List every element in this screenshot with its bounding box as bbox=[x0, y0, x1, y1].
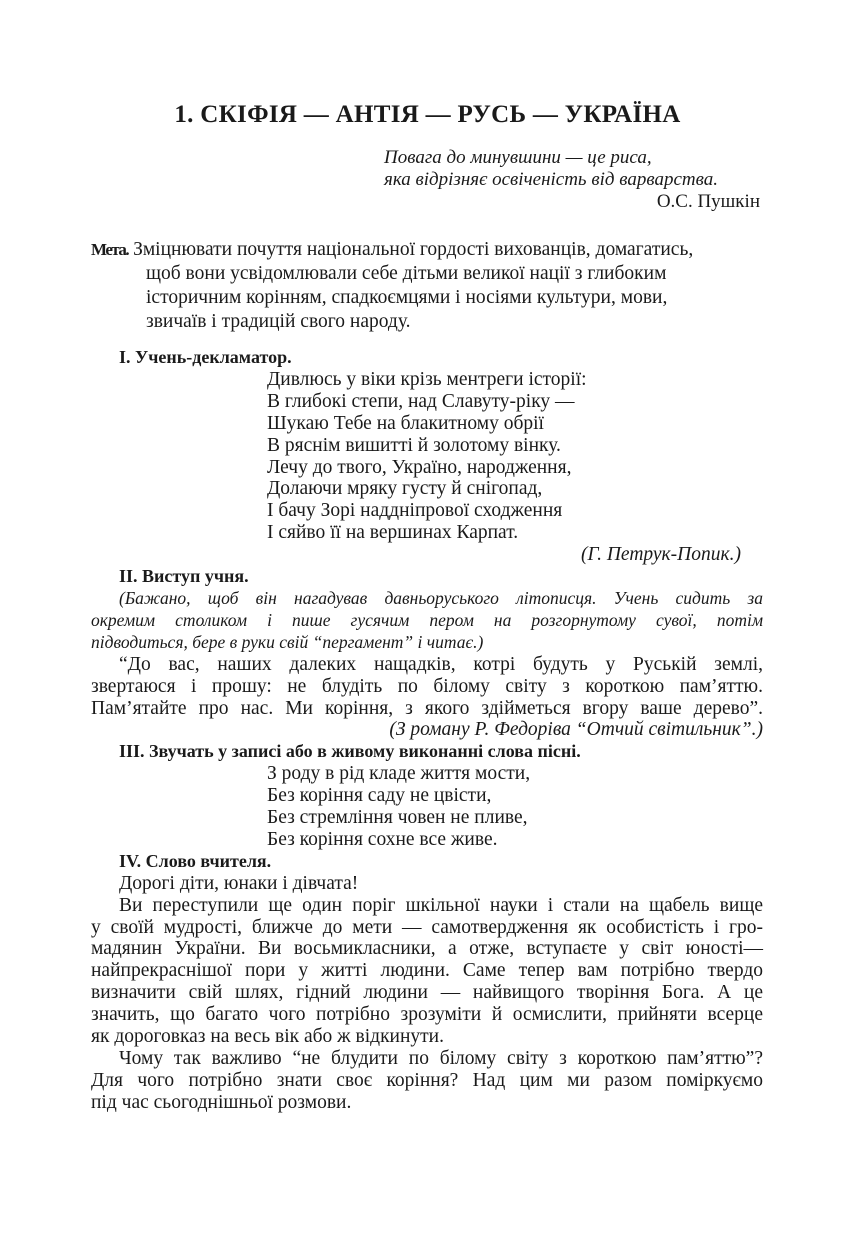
song-line: Без коріння сохне все живе. bbox=[267, 828, 498, 850]
section-heading: IV. Слово вчителя. bbox=[119, 850, 272, 871]
paragraph-line: мадянин України. Ви восьмикласники, а отже, вступаєте у світ юності— bbox=[91, 938, 763, 960]
paragraph-line: під час сьогоднішньої розмови. bbox=[91, 1091, 352, 1113]
epigraph bbox=[384, 147, 764, 213]
section-heading: III. Звучать у записі або в живому виконанні слова пісні. bbox=[119, 741, 581, 762]
poem-line: І бачу Зорі наддніпрової сходження bbox=[267, 500, 563, 522]
stage-note-line: підводиться, бере в руки свій “пергамент” і читає.) bbox=[91, 631, 484, 652]
paragraph-line: у своїй мудрості, ближче до мети — самотвердження як особистість і гро- bbox=[91, 916, 763, 938]
poem-line: Лечу до твого, Україно, народження, bbox=[267, 456, 572, 478]
poem-line: Дивлюсь у віки крізь ментреги історії: bbox=[267, 368, 587, 390]
poem-line: І сяйво її на вершинах Карпат. bbox=[267, 522, 519, 544]
stage-note-line: окремим столиком і пише гусячим пером на розгорнутому сувої, потім bbox=[91, 609, 763, 630]
song-line: З роду в рід кладе життя мости, bbox=[267, 763, 531, 785]
poem-line: В глибокі степи, над Славуту-ріку — bbox=[267, 390, 575, 412]
quote-source: (З роману Р. Федоріва “Отчий світильник”.) bbox=[389, 719, 763, 741]
goal-line: щоб вони усвідомлювали себе дітьми великої нації з глибоким bbox=[146, 263, 667, 284]
paragraph-line: значить, що багато чого потрібно зрозуміти й осмислити, прийняти всерце bbox=[91, 1004, 763, 1026]
paragraph-line: як дороговказ на весь вік або ж відкинути. bbox=[91, 1026, 444, 1048]
epigraph-line: Повага до минувшини — це риса, bbox=[384, 147, 652, 168]
quote-line: звертаюся і прошу: не блудіть по білому світу з короткою пам’яттю. bbox=[91, 675, 763, 697]
poem-line: В ряснім вишитті й золотому вінку. bbox=[267, 434, 561, 456]
song-line: Без стремління човен не пливе, bbox=[267, 807, 528, 829]
song-line: Без коріння саду не цвісти, bbox=[267, 785, 492, 807]
goal-text: Зміцнювати почуття національної гордості вихованців, домагатись, bbox=[128, 239, 694, 260]
goal-label: Мета. bbox=[91, 240, 129, 259]
goal-line: звичаїв і традицій свого народу. bbox=[146, 311, 411, 332]
poem-source: (Г. Петрук-Попик.) bbox=[580, 544, 741, 566]
greeting: Дорогі діти, юнаки і дівчата! bbox=[119, 872, 359, 894]
quote-line: “До вас, наших далеких нащадків, котрі будуть у Руській землі, bbox=[119, 653, 763, 675]
poem-line: Шукаю Тебе на блакитному обрії bbox=[267, 412, 544, 434]
epigraph-line: яка відрізняє освіченість від варварства. bbox=[384, 169, 718, 190]
paragraph-line: найпрекраснішої пори у житті людини. Саме тепер вам потрібно твердо bbox=[91, 960, 763, 982]
stage-note-line: (Бажано, щоб він нагадував давньоруського літописця. Учень сидить за bbox=[119, 587, 763, 608]
paragraph-line: Для чого потрібно знати своє коріння? Над цим ми разом поміркуємо bbox=[91, 1069, 763, 1091]
paragraph-line: Чому так важливо “не блудити по білому світу з короткою пам’яттю”? bbox=[119, 1048, 763, 1069]
goal-line: історичним корінням, спадкоємцями і носіями культури, мови, bbox=[146, 287, 668, 308]
page-title: 1. СКІФІЯ — АНТІЯ — РУСЬ — УКРАЇНА bbox=[174, 101, 681, 128]
epigraph-author: О.С. Пушкін bbox=[656, 191, 760, 212]
scenario-body bbox=[91, 347, 763, 1114]
section-heading: I. Учень-декламатор. bbox=[119, 347, 292, 367]
paragraph-line: Ви переступили ще один поріг шкільної науки і стали на щабель вище bbox=[119, 894, 763, 916]
paragraph-line: визначити свій шлях, гідний людини — найвищого творіння Бога. А це bbox=[91, 982, 763, 1004]
poem-line: Долаючи мряку густу й снігопад, bbox=[267, 478, 543, 500]
quote-line: Пам’ятайте про нас. Ми коріння, з якого здійметься вгору ваше дерево”. bbox=[91, 697, 763, 719]
section-heading: II. Виступ учня. bbox=[119, 566, 249, 587]
goal-first-line bbox=[91, 238, 763, 262]
goal-paragraph bbox=[91, 238, 763, 334]
